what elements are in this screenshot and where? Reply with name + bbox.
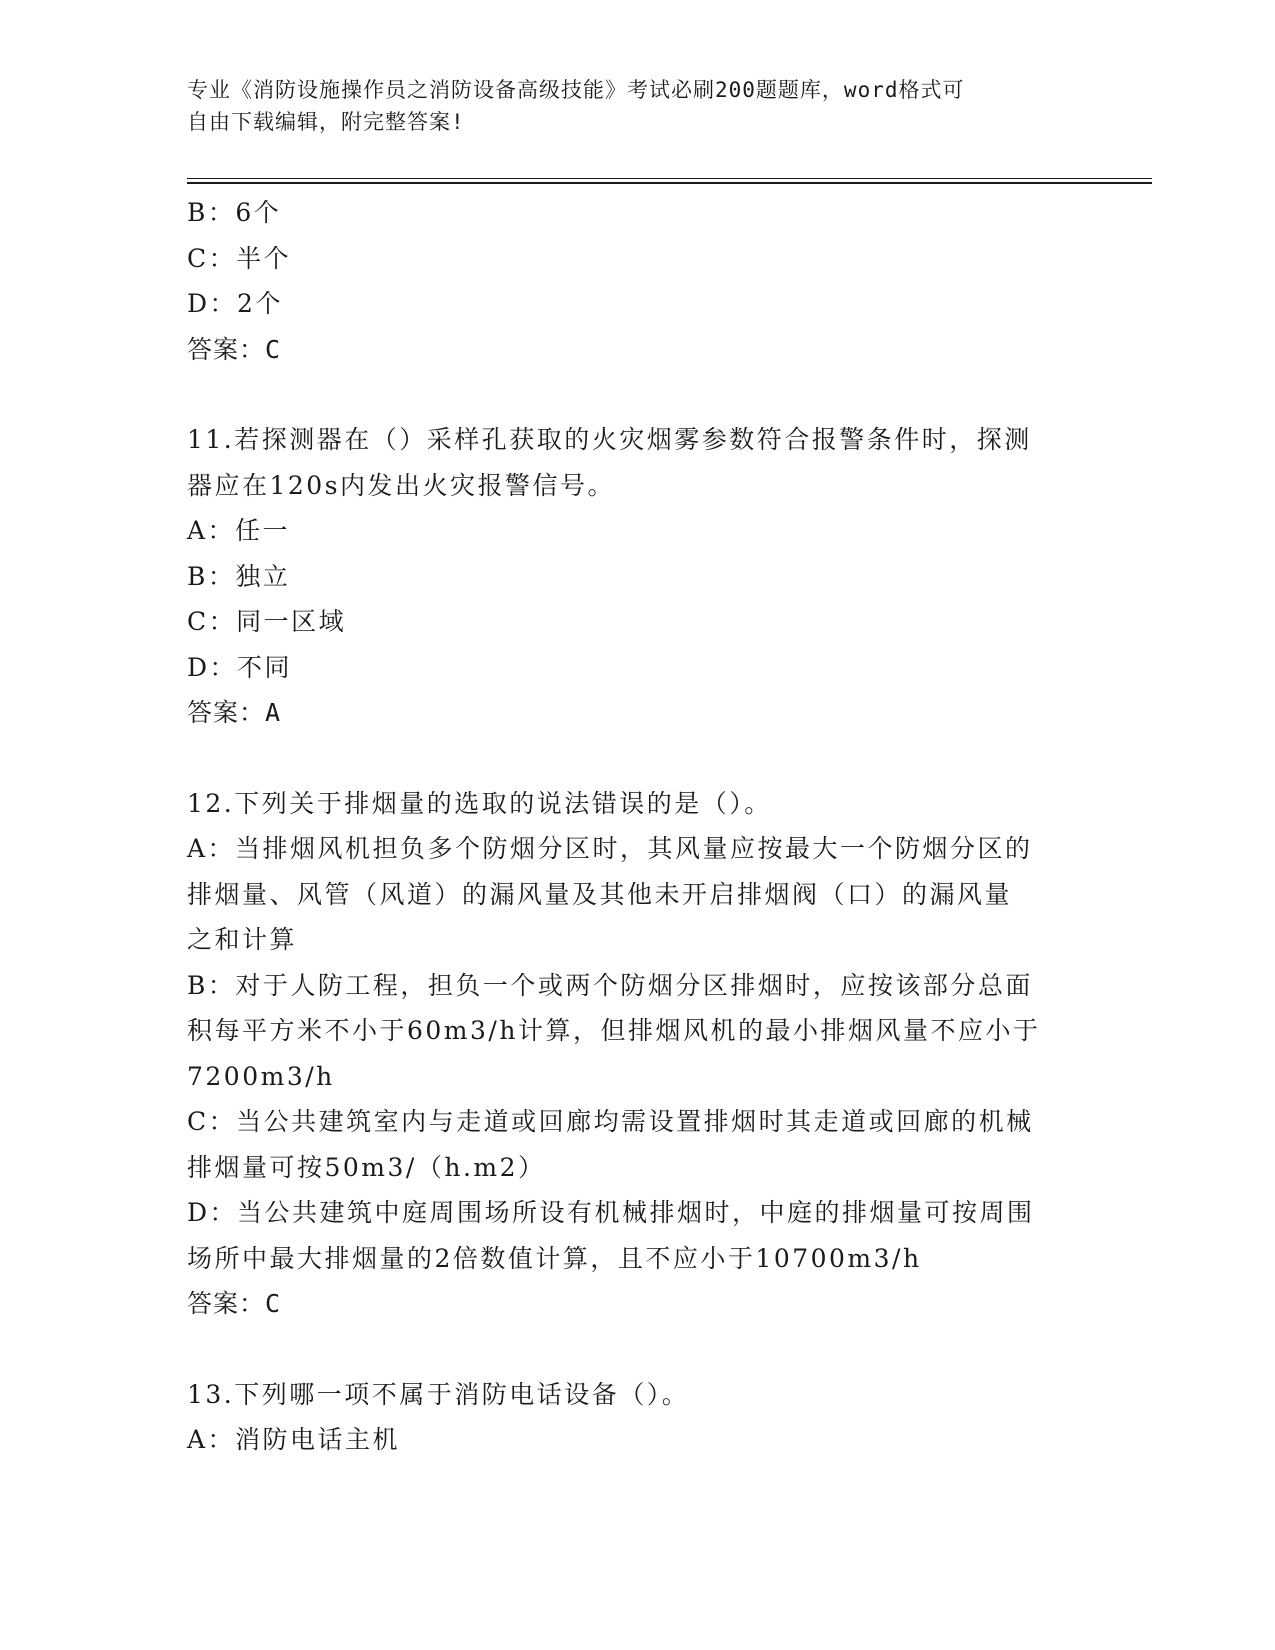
question-list xyxy=(187,190,1077,1463)
option-c: C：当公共建筑室内与走道或回廊均需设置排烟时其走道或回廊的机械 xyxy=(187,1107,1034,1136)
question-stem: 12.下列关于排烟量的选取的说法错误的是（）。 xyxy=(187,788,772,818)
option-a-continued: 之和计算 xyxy=(187,925,298,954)
spacer xyxy=(187,372,1077,417)
option-c: C：同一区域 xyxy=(187,607,347,636)
option-c-continued: 排烟量可按50m3/（h.m2） xyxy=(187,1152,546,1182)
question-13 xyxy=(187,1372,1077,1463)
answer-line: 答案：A xyxy=(187,698,282,727)
question-11 xyxy=(187,417,1077,736)
spacer xyxy=(187,736,1077,781)
document-header xyxy=(187,74,1067,138)
option-b-continued: 7200m3/h xyxy=(187,1061,335,1091)
answer-line: 答案：C xyxy=(187,334,282,364)
option-a-continued: 排烟量、风管（风道）的漏风量及其他未开启排烟阀（口）的漏风量 xyxy=(187,879,1013,909)
option-d: D：不同 xyxy=(187,652,293,682)
option-d-continued: 场所中最大排烟量的2倍数值计算，且不应小于10700m3/h xyxy=(187,1243,922,1273)
question-stem: 13.下列哪一项不属于消防电话设备（）。 xyxy=(187,1379,690,1409)
option-d: D：2个 xyxy=(187,289,283,318)
option-c: C：半个 xyxy=(187,243,292,273)
question-stem: 11.若探测器在（）采样孔获取的火灾烟雾参数符合报警条件时，探测 xyxy=(187,425,1032,454)
question-stem: 器应在120s内发出火灾报警信号。 xyxy=(187,470,616,500)
option-b: B：对于人防工程，担负一个或两个防烟分区排烟时，应按该部分总面 xyxy=(187,970,1033,1000)
partial-question xyxy=(187,190,1077,372)
option-b: B：6个 xyxy=(187,198,282,227)
option-d: D：当公共建筑中庭周围场所设有机械排烟时，中庭的排烟量可按周围 xyxy=(187,1198,1035,1227)
header-divider-thick xyxy=(187,182,1152,184)
header-line-1: 专业《消防设施操作员之消防设备高级技能》考试必刷200题题库，word格式可 xyxy=(187,78,965,102)
answer-line: 答案：C xyxy=(187,1289,282,1318)
option-a: A：消防电话主机 xyxy=(187,1425,401,1454)
spacer xyxy=(187,1327,1077,1372)
question-12 xyxy=(187,781,1077,1327)
option-a: A：当排烟风机担负多个防烟分区时，其风量应按最大一个防烟分区的 xyxy=(187,834,1033,863)
option-b-continued: 积每平方米不小于60m3/h计算，但排烟风机的最小排烟风量不应小于 xyxy=(187,1016,1041,1045)
option-b: B：独立 xyxy=(187,561,291,591)
header-divider xyxy=(187,178,1152,179)
option-a: A：任一 xyxy=(187,516,291,545)
header-line-2: 自由下载编辑，附完整答案! xyxy=(187,110,465,134)
